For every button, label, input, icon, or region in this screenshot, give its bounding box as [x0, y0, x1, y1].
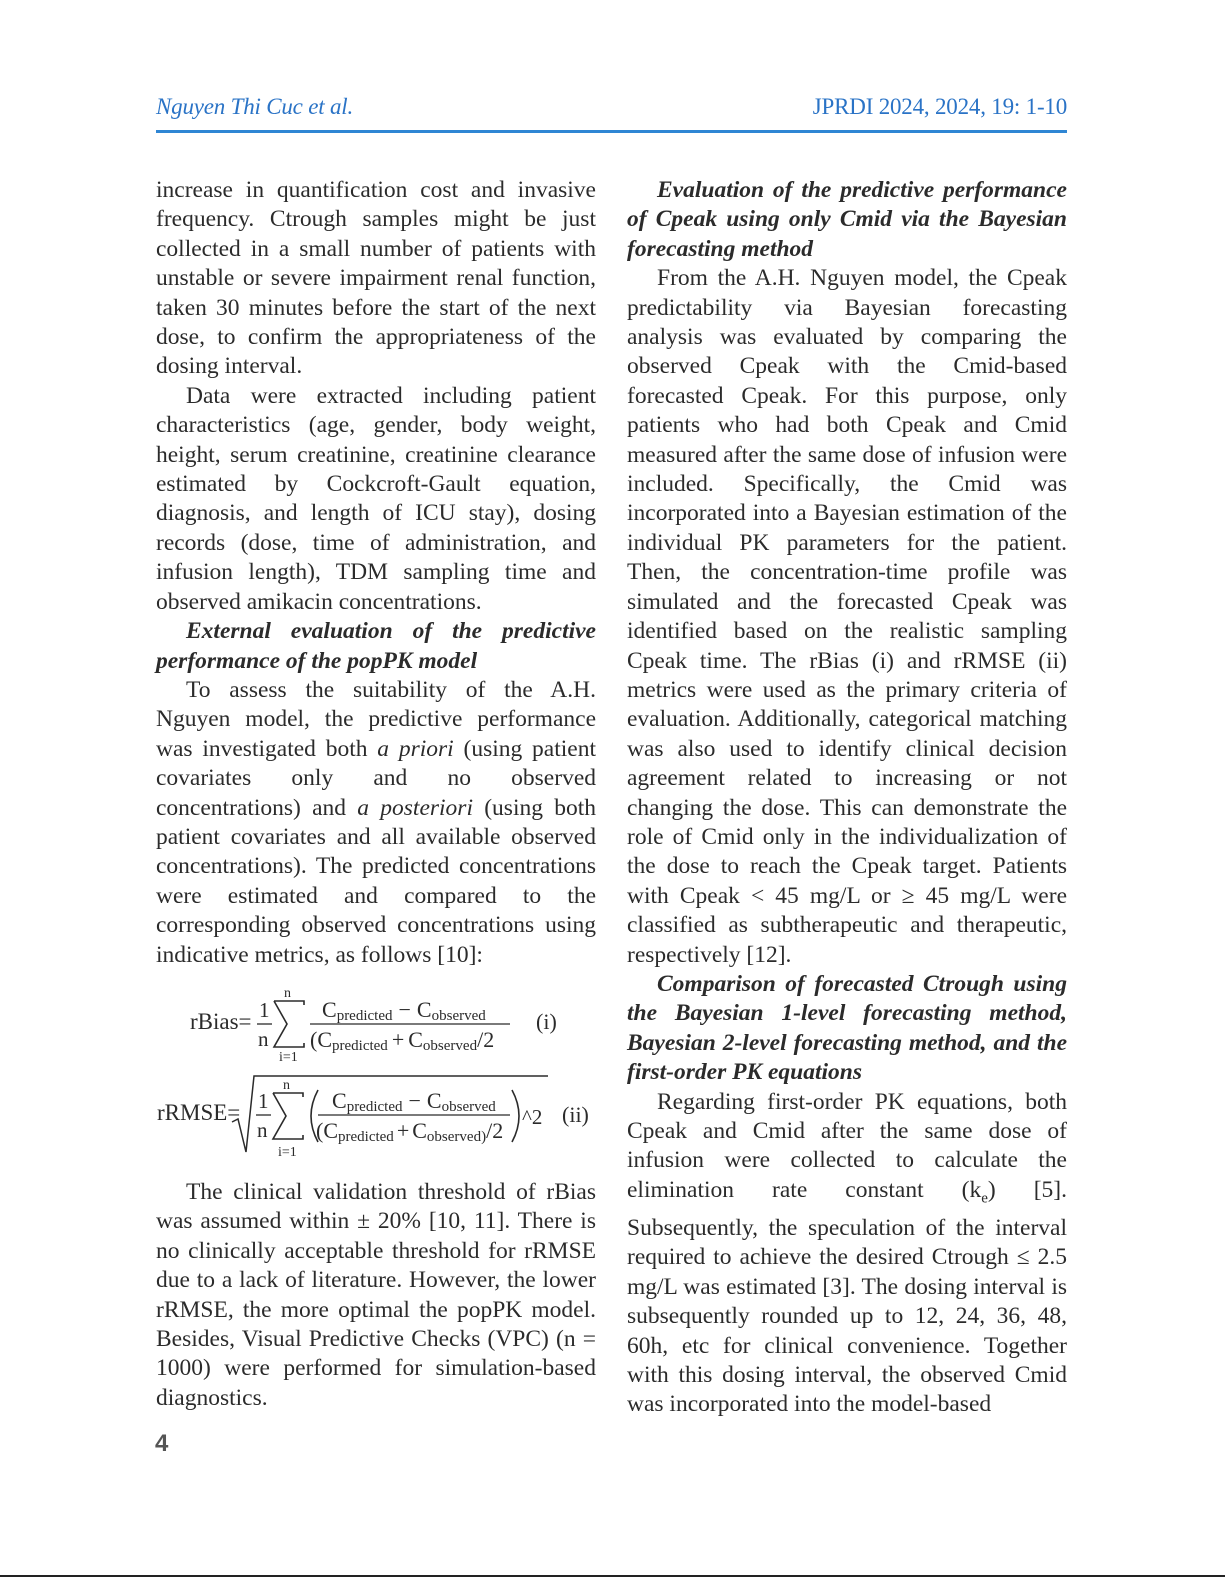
paragraph-validation-threshold: The clinical validation threshold of rBias was assumed within ± 20% [10, 11]. There is no clinically acceptable threshold for rRMSE due to a lack of literature. However, the lower rRMSE, the more optimal the popPK model. Besides, Visual Predictive Checks (VPC) (n = 1000) were performed for simulation-based diagnostics.	[156, 1178, 596, 1411]
header-rule	[156, 130, 1067, 133]
paragraph-predictive-performance: To assess the suitability of the A.H. Nguyen model, the predictive performance was investigated both a priori (using patient covariates only and no observed concentrations) and a posteriori (using both patient covariates and all available observed concentrations). The predicted concentrations were estimated and compared to the corresponding observed concentrations using indicative metrics, as follows [10]:	[156, 676, 596, 968]
svg-text:(i): (i)	[536, 1008, 557, 1034]
svg-text:(Cpredicted+Cobserved/2: (Cpredicted + Cobserved/2	[310, 1026, 495, 1054]
section-heading-ctrough-comparison: Comparison of forecasted Ctrough using the Bayesian 1-level forecasting method, Bayesian 2-level forecasting method, and the first-order PK equations	[627, 970, 1067, 1086]
equation-rrmse	[156, 1072, 596, 1158]
section-heading-external-evaluation: External evaluation of the predictive performance of the popPK model	[156, 618, 596, 674]
svg-text:rRMSE=: rRMSE=	[157, 1099, 241, 1125]
svg-text:(Cpredicted+Cobserved)/2: (Cpredicted + Cobserved)/2	[316, 1117, 504, 1145]
page-number: 4	[155, 1430, 169, 1457]
paragraph-data-extraction: Data were extracted including patient characteristics (age, gender, body weight, height, serum creatinine, creatinine clearance estimated by Cockcroft-Gault equation, diagnosis, and length of ICU stay), dosing records (dose, time of administration, and infusion length), TDM sampling time and observed amikacin concentrations.	[156, 382, 596, 615]
svg-text:n: n	[257, 1117, 268, 1142]
svg-text:n: n	[258, 1026, 269, 1051]
svg-text:n: n	[283, 1077, 290, 1093]
section-heading-cpeak-evaluation: Evaluation of the predictive performance of Cpeak using only Cmid via the Bayesian forecasting method	[627, 177, 1067, 262]
equations-block	[156, 970, 596, 1166]
svg-text:i=1: i=1	[279, 1049, 298, 1062]
svg-text:(ii): (ii)	[562, 1101, 589, 1127]
left-column	[156, 176, 596, 1413]
svg-text:n: n	[284, 985, 291, 1001]
svg-text:1: 1	[259, 997, 270, 1022]
svg-text:Cpredicted−Cobserved: Cpredicted − Cobserved	[332, 1087, 496, 1115]
paragraph-cpeak-predictability: From the A.H. Nguyen model, the Cpeak predictability via Bayesian forecasting analysis was evaluated by comparing the observed Cpeak with the Cmid-based forecasted Cpeak. For this purpose, only patients who had both Cpeak and Cmid measured after the same dose of infusion were included. Specifically, the Cmid was incorporated into a Bayesian estimation of the individual PK parameters for the patient. Then, the concentration-time profile was simulated and the forecasted Cpeak was identified based on the realistic sampling Cpeak time. The rBias (i) and rRMSE (ii) metrics were used as the primary criteria of evaluation. Additionally, categorical matching was also used to identify clinical decision agreement related to increasing or not changing the dose. This can demonstrate the role of Cmid only in the individualization of the dose to reach the Cpeak target. Patients with Cpeak < 45 mg/L or ≥ 45 mg/L were classified as subtherapeutic and therapeutic, respectively [12].	[627, 265, 1067, 968]
paragraph-first-order-pk: Regarding first-order PK equations, both Cpeak and Cmid after the same dose of infusion were collected to calculate the elimination rate constant $(k_e)$ [5]. Subsequently, the speculation of the interval required to achieve the desired Ctrough ≤ 2.5 mg/L was estimated [3]. The dosing interval is subsequently rounded up to 12, 24, 36, 48, 60h, etc for clinical convenience. Together with this dosing interval, the observed Cmid was incorporated into the model-based	[627, 1088, 1067, 1418]
svg-text:rBias=: rBias=	[190, 1008, 252, 1034]
svg-text:Cpredicted−Cobserved: Cpredicted − Cobserved	[322, 996, 486, 1024]
equation-rbias	[156, 984, 596, 1062]
right-column	[627, 176, 1067, 1420]
paragraph-continuation: increase in quantification cost and invasive frequency. Ctrough samples might be just collected in a small number of patients with unstable or severe impairment renal function, taken 30 minutes before the start of the next dose, to confirm the appropriateness of the dosing interval.	[156, 177, 596, 380]
svg-text:i=1: i=1	[278, 1144, 297, 1158]
bottom-rule	[0, 1575, 1225, 1577]
header-authors: Nguyen Thi Cuc et al.	[156, 94, 354, 119]
header-journal: JPRDI 2024, 2024, 19: 1-10	[812, 94, 1067, 119]
svg-text:^2: ^2	[522, 1104, 543, 1129]
svg-text:1: 1	[258, 1088, 269, 1113]
